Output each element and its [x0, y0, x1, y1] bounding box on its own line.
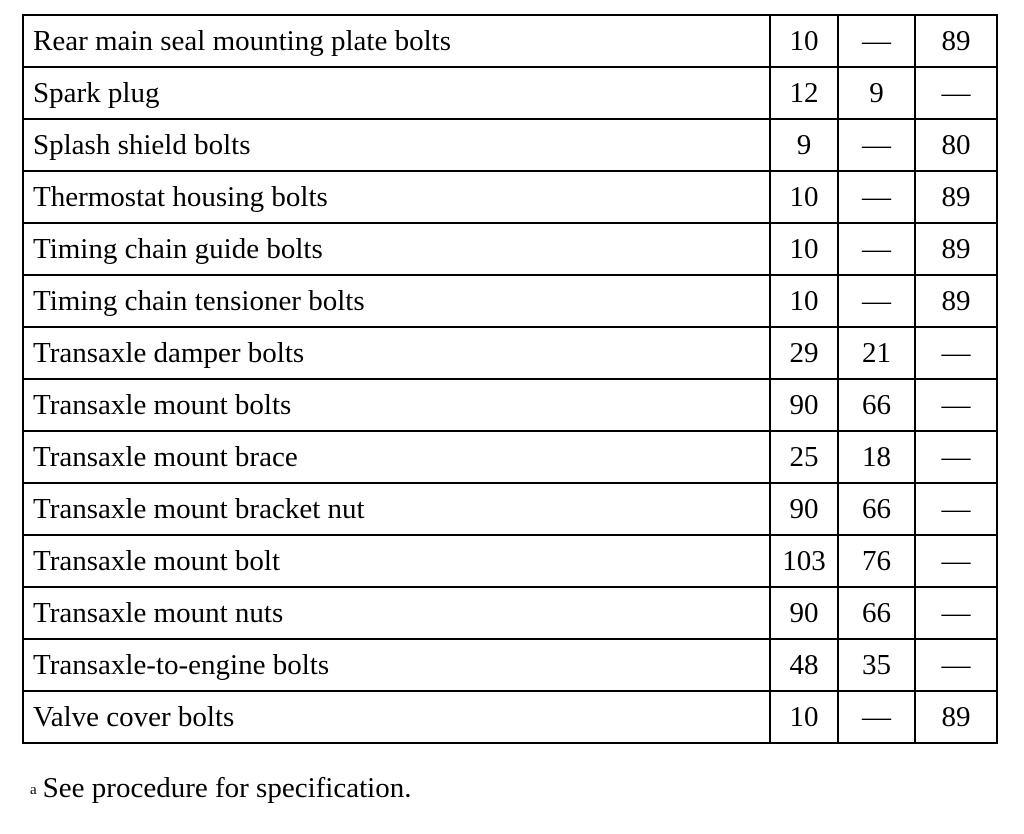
- table-row: [23, 587, 997, 639]
- component-cell: Transaxle mount nuts: [23, 587, 770, 639]
- component-cell: Transaxle mount bolts: [23, 379, 770, 431]
- ftlb-value-cell: 66: [838, 587, 915, 639]
- component-cell: Splash shield bolts: [23, 119, 770, 171]
- component-cell: Transaxle mount bracket nut: [23, 483, 770, 535]
- inlb-value-cell: —: [915, 535, 997, 587]
- table-row: [23, 67, 997, 119]
- inlb-value-cell: —: [915, 67, 997, 119]
- nm-value-cell: 10: [770, 171, 838, 223]
- nm-value-cell: 90: [770, 587, 838, 639]
- table-row: [23, 535, 997, 587]
- table-row: [23, 691, 997, 743]
- inlb-value-cell: 89: [915, 15, 997, 67]
- table-row: [23, 483, 997, 535]
- inlb-value-cell: —: [915, 639, 997, 691]
- inlb-value-cell: —: [915, 327, 997, 379]
- table-row: [23, 223, 997, 275]
- table-row: [23, 639, 997, 691]
- ftlb-value-cell: —: [838, 691, 915, 743]
- component-cell: Thermostat housing bolts: [23, 171, 770, 223]
- component-cell: Spark plug: [23, 67, 770, 119]
- component-cell: Timing chain tensioner bolts: [23, 275, 770, 327]
- inlb-value-cell: —: [915, 587, 997, 639]
- footnote: [30, 772, 411, 804]
- ftlb-value-cell: —: [838, 171, 915, 223]
- inlb-value-cell: 89: [915, 171, 997, 223]
- component-cell: Valve cover bolts: [23, 691, 770, 743]
- nm-value-cell: 90: [770, 379, 838, 431]
- component-cell: Transaxle-to-engine bolts: [23, 639, 770, 691]
- component-cell: Transaxle mount bolt: [23, 535, 770, 587]
- table-row: [23, 15, 997, 67]
- table-row: [23, 327, 997, 379]
- table-row: [23, 431, 997, 483]
- inlb-value-cell: —: [915, 379, 997, 431]
- inlb-value-cell: 89: [915, 691, 997, 743]
- nm-value-cell: 10: [770, 15, 838, 67]
- ftlb-value-cell: —: [838, 223, 915, 275]
- inlb-value-cell: 89: [915, 275, 997, 327]
- ftlb-value-cell: 66: [838, 379, 915, 431]
- inlb-value-cell: 80: [915, 119, 997, 171]
- nm-value-cell: 10: [770, 223, 838, 275]
- ftlb-value-cell: 9: [838, 67, 915, 119]
- inlb-value-cell: —: [915, 431, 997, 483]
- nm-value-cell: 29: [770, 327, 838, 379]
- ftlb-value-cell: 21: [838, 327, 915, 379]
- inlb-value-cell: 89: [915, 223, 997, 275]
- nm-value-cell: 12: [770, 67, 838, 119]
- table-body: [23, 15, 997, 743]
- ftlb-value-cell: —: [838, 119, 915, 171]
- nm-value-cell: 10: [770, 691, 838, 743]
- ftlb-value-cell: 35: [838, 639, 915, 691]
- nm-value-cell: 10: [770, 275, 838, 327]
- torque-spec-table: [22, 14, 998, 744]
- component-cell: Rear main seal mounting plate bolts: [23, 15, 770, 67]
- footnote-text: See procedure for specification.: [42, 772, 412, 804]
- nm-value-cell: 48: [770, 639, 838, 691]
- inlb-value-cell: —: [915, 483, 997, 535]
- component-cell: Transaxle damper bolts: [23, 327, 770, 379]
- ftlb-value-cell: 18: [838, 431, 915, 483]
- ftlb-value-cell: —: [838, 15, 915, 67]
- nm-value-cell: 9: [770, 119, 838, 171]
- ftlb-value-cell: —: [838, 275, 915, 327]
- component-cell: Timing chain guide bolts: [23, 223, 770, 275]
- component-cell: Transaxle mount brace: [23, 431, 770, 483]
- footnote-marker: a: [30, 782, 37, 798]
- table-row: [23, 119, 997, 171]
- table-row: [23, 171, 997, 223]
- ftlb-value-cell: 76: [838, 535, 915, 587]
- nm-value-cell: 90: [770, 483, 838, 535]
- nm-value-cell: 25: [770, 431, 838, 483]
- table-row: [23, 379, 997, 431]
- ftlb-value-cell: 66: [838, 483, 915, 535]
- table-row: [23, 275, 997, 327]
- nm-value-cell: 103: [770, 535, 838, 587]
